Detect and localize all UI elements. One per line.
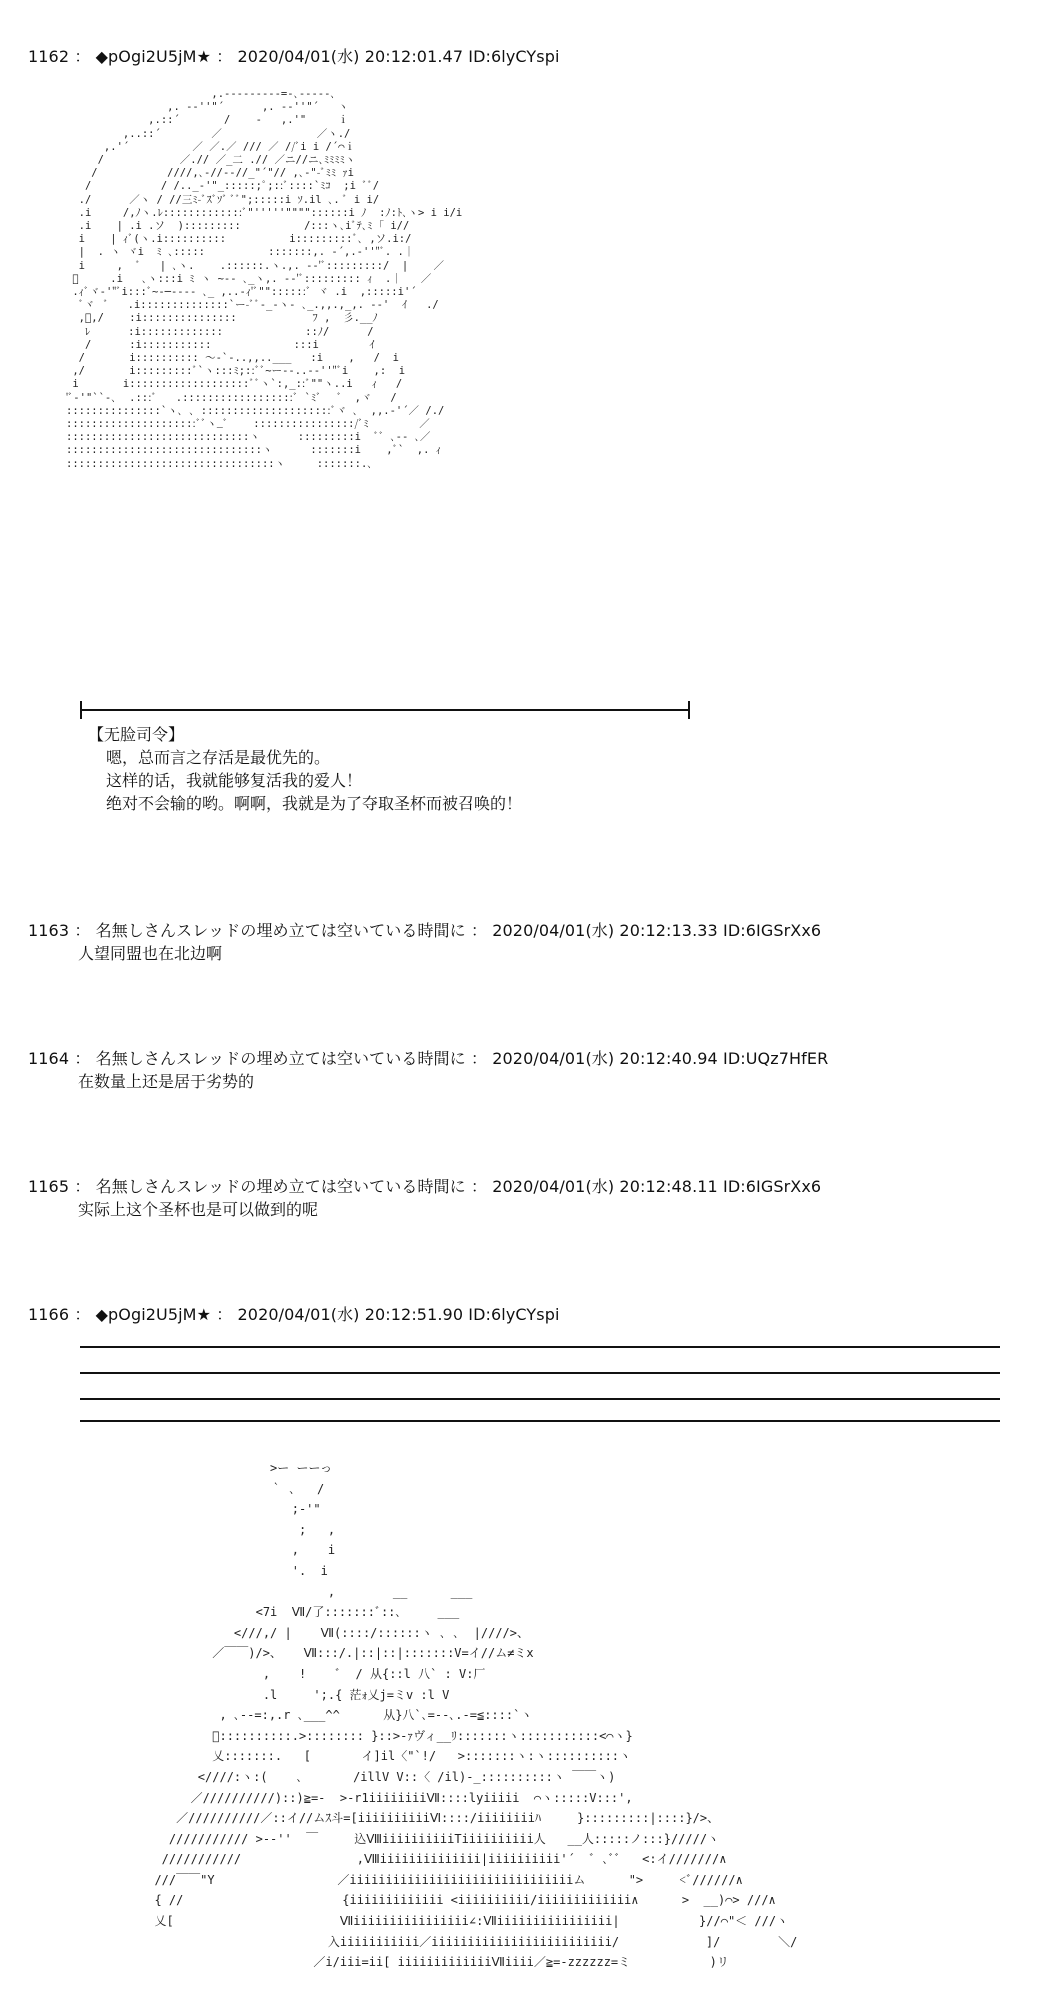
post-date: 2020/04/01(水) 20:12:13.33 bbox=[492, 921, 718, 940]
post-separator: ： bbox=[74, 47, 96, 66]
post-line: 人望同盟也在北边啊 bbox=[78, 944, 223, 963]
post-header bbox=[28, 1302, 560, 1325]
post-header bbox=[28, 918, 821, 941]
post-number: 1164 bbox=[28, 1049, 70, 1068]
post-separator: ： bbox=[74, 921, 96, 940]
poster-id[interactable]: ID:UQz7HfER bbox=[723, 1049, 829, 1068]
post-header bbox=[28, 1046, 828, 1069]
post-separator: ： bbox=[74, 1177, 96, 1196]
poster-name[interactable]: ◆pOgi2U5jM★ bbox=[95, 1305, 212, 1324]
poster-name: 名無しさんスレッドの埋め立ては空いている時間に bbox=[95, 921, 466, 940]
horizontal-rule bbox=[80, 1398, 1000, 1400]
post-date: 2020/04/01(水) 20:12:01.47 bbox=[237, 47, 464, 66]
post-number: 1166 bbox=[28, 1305, 70, 1324]
poster-name: 名無しさんスレッドの埋め立ては空いている時間に bbox=[95, 1177, 466, 1196]
post-number: 1165 bbox=[28, 1177, 70, 1196]
post-line: 绝对不会输的哟。啊啊，我就是为了夺取圣杯而被召唤的！ bbox=[106, 794, 523, 813]
post-separator: ： bbox=[74, 1305, 96, 1324]
post-date: 2020/04/01(水) 20:12:48.11 bbox=[492, 1177, 718, 1196]
poster-id[interactable]: ID:6IGSrXx6 bbox=[723, 1177, 822, 1196]
horizontal-rule bbox=[80, 1346, 1000, 1348]
post-separator: ： bbox=[216, 1305, 238, 1324]
post-number: 1163 bbox=[28, 921, 70, 940]
post-separator: ： bbox=[470, 921, 493, 940]
poster-name[interactable]: ◆pOgi2U5jM★ bbox=[95, 47, 212, 66]
poster-id[interactable]: ID:6IGSrXx6 bbox=[723, 921, 822, 940]
post-header bbox=[28, 1174, 821, 1197]
poster-id[interactable]: ID:6lyCYspi bbox=[468, 1305, 560, 1324]
poster-name: 名無しさんスレッドの埋め立ては空いている時間に bbox=[95, 1049, 466, 1068]
divider-tick-left bbox=[80, 701, 82, 719]
divider-line bbox=[80, 709, 690, 711]
post-line: 实际上这个圣杯也是可以做到的呢 bbox=[78, 1200, 319, 1219]
post-line: 嗯，总而言之存活是最优先的。 bbox=[106, 748, 331, 767]
post-header bbox=[28, 44, 560, 67]
post-date: 2020/04/01(水) 20:12:51.90 bbox=[237, 1305, 464, 1324]
poster-id[interactable]: ID:6lyCYspi bbox=[468, 47, 560, 66]
post-separator: ： bbox=[470, 1049, 493, 1068]
ascii-art-faceless-commander: ,.-‐‐‐‐‐‐‐‐=-､-‐‐‐‐､ ,. -‐''"´ ,. -‐''"´ ヽ ,.::´ / - ,.'" ｉ ,..::´ ／ ／ヽ./ ,.'´ ／ ／.／ /// ／ //ﾞi i /´⌒ｉ / ／.// ／_二 .// ／ニ//ニ､ﾐﾐﾐﾐヽ / ////,､-//--//_"´"// ,､-"-ﾞﾐﾐ ｧi / / /.._-'"_:::::;ﾟ;::ﾞ::::`ﾐｺ ;i ﾞﾞ/ ./ ／ヽ / //三ﾐ-ﾞｽﾞｿﾞ ﾞﾞ";:::::i ｿ.il ､. ﾞ i i/ .i /,ﾉヽ.ﾚ:::::::::::::ﾞ"'''''""""::::::i ﾉ :ﾉ:ﾄ､ヽ> i i/i .i | .i .ソ )::::::::: /:::ヽ､iﾞﾃ､ﾐ ｢ i// i | ｨﾞ(ヽ.i:::::::::: i:::::::::ﾞ､ ,ソ.i:/ | . ヽ ヾi ﾐ ､::::: :::::::,. -´,.-''"ﾞ. .｜ i , ﾞ | ､ヽ. .::::::.ヽ.,. -‐'ﾞ:::::::::/ | ／ ﾞ .i ､ヽ:::i ﾐ ヽ ~‐- ､_ヽ,. -‐'ﾞ::::::::: ｨ .｜ ／ .ｨﾞヾ‐'"ﾞi:::ﾞ~-─‐--- ､_ ,..-ｨ'ﾞ""::::::ﾞ ヾ .i ,:::::i'´ ﾞヾ ﾞ .i::::::::::::::`ー-ﾞﾞ-_-ヽ‐ ､_.,,.,_,. -‐' ｲ ./ ,ﾞ,/ :i::::::::::::::: ﾌ , 彡.__ﾉ ﾚ :i::::::::::::: ::ﾉ/ / / :i::::::::::: :::i ｲ / i:::::::::: ～-`-..,,..___ :i , / i ,/ i:::::::::ﾞ`ヽ:::ﾐ;::ﾞﾞ~ー‐-..--''"ﾞi ,: i i i:::::::::::::::::::ﾞﾞヽ`:,_::ﾞ""ヽ..i ｨ / 'ﾞ‐'"``-､ .:::ﾞ .::::::::::::::::::ﾞ `ﾐﾞ ﾞ ,ヾ / :::::::::::::::`ヽ､ ､ :::::::::::::::::::::ﾞヾ ､ ,,.‐'´／ /./ :::::::::::::::::::::ﾞﾞヽ_ﾞ ::::::::::::::::/ﾞﾐ ／ :::::::::::::::::::::::::::::ヽ :::::::::i ﾞﾞ ､-- ､／ :::::::::::::::::::::::::::::::ヽ :::::::i ,ﾞ` ,. ｨ :::::::::::::::::::::::::::::::::ヽ :::::::.､ bbox=[66, 88, 463, 470]
post-number: 1162 bbox=[28, 47, 70, 66]
post-line: 这样的话，我就能够复活我的爱人！ bbox=[106, 771, 363, 790]
post-separator: ： bbox=[74, 1049, 96, 1068]
post-line: 在数量上还是居于劣势的 bbox=[78, 1072, 255, 1091]
horizontal-rule bbox=[80, 1372, 1000, 1374]
post-separator: ： bbox=[470, 1177, 493, 1196]
ascii-art-caped-figure: >ー ーーっ ｀ ､ / ;-'" ; , , i '. i , __ ___ <7i Ⅶ/了:::::::ﾞ::､ ___ <///,/ | Ⅶ(::::/::::::ヽ ､ ､ |////>、 ／￣￣)/>、 Ⅶ:::/.|::|::|:::::::V=イ//ム≠ミx , ! ﾞ / 从{::l 八` : V:厂 .l ';.{ 茫ｫ乂j=ミv :l V , ､--=:,.r ､___^^ 从}八`､=--､.-=≦::::`ヽ ﾞ::::::::::.>:::::::: }::>-ｧヴィ__ﾘ:::::::ヽ:::::::::::<⌒ヽ} 乂:::::::. [ イ]il〈"`!/ >:::::::ヽ:ヽ::::::::::ヽ <////:ヽ:( ､ /illV V::〈 /il)-_::::::::::ヽ ￣￣ヽ) ／//////////)::)≧=- >-r1iiiiiiiiⅦ::::lyiiiii ⌒ヽ:::::V:::', ／//////////／::イ//ムｽ斗=[iiiiiiiiiiⅥ::::/iiiiiiiiﾊ }:::::::::|::::}/>、 /////////// >--'' ￣ 込ⅧiiiiiiiiiiTiiiiiiiiii人 __人:::::ノ:::}/////ヽ /////////// ,Ⅷiiiiiiiiiiiiii|iiiiiiiiii'´ ﾞ ､ﾞﾞ <:イ///////∧ ///￣￣"Y ／iiiiiiiiiiiiiiiiiiiiiiiiiiiiiiiム "> <ﾞ//////∧ { // {iiiiiiiiiiiii <iiiiiiiiii/iiiiiiiiiiiii∧ > __)⌒> ///∧ 乂[ Ⅶiiiiiiiiiiiiiiii∠:Ⅶiiiiiiiiiiiiiiii| }//⌒"＜ ///ヽ 入iiiiiiiiiii／iiiiiiiiiiiiiiiiiiiiiiiii/ ]/ ＼/ ／i/iii=ii[ iiiiiiiiiiiiiⅦiiii／≧=-zzzzzz=ミ )リ bbox=[154, 1461, 798, 1970]
post-separator: ： bbox=[216, 47, 238, 66]
speaker-label: 【无脸司令】 bbox=[88, 725, 185, 744]
divider-tick-right bbox=[688, 701, 690, 719]
post-date: 2020/04/01(水) 20:12:40.94 bbox=[492, 1049, 718, 1068]
horizontal-rule bbox=[80, 1420, 1000, 1422]
